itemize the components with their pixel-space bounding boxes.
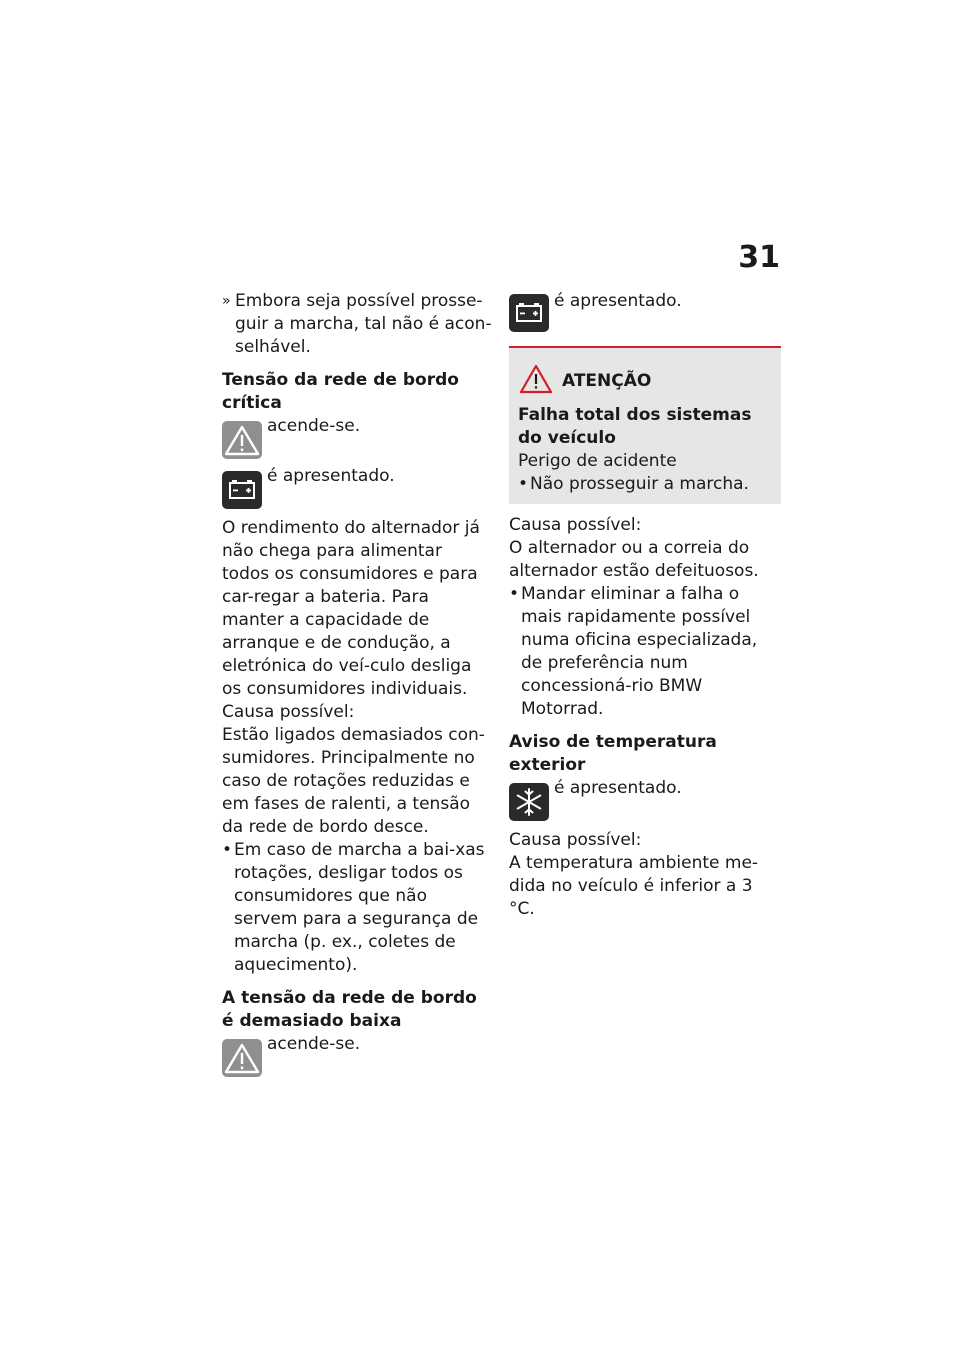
section-title-critical-voltage: Tensão da rede de bordo crítica [222, 370, 459, 413]
section-title-outside-temp: Aviso de temperatura exterior [509, 732, 717, 775]
note-item [222, 290, 494, 359]
warning-subtitle: Perigo de acidente [518, 451, 677, 471]
bullet-text: Em caso de marcha a bai-xas rotações, desligar todos os consumidores que não servem para a segurança de marcha (p. ex., coletes de aquecimento). [234, 840, 485, 975]
chevron-right-icon: » [222, 293, 231, 309]
icon-row-warning [222, 415, 494, 457]
warning-header [518, 358, 772, 404]
warning-triangle-icon [222, 1039, 262, 1077]
warning-label: ATENÇÃO [562, 371, 652, 391]
right-column [509, 290, 781, 921]
cause-text: O alternador ou a correia do alternador estão defeituosos. [509, 538, 759, 581]
cause-text: A temperatura ambiente me-dida no veículo é inferior a 3 °C. [509, 853, 759, 919]
icon-text: acende-se. [267, 416, 361, 436]
note-text: Embora seja possível prosse-guir a marcha, tal não é acon-selhável. [235, 291, 492, 357]
warning-item-text: Não prosseguir a marcha. [530, 474, 749, 494]
battery-icon [509, 294, 549, 332]
icon-row-snowflake [509, 777, 781, 819]
cause-label: Causa possível: [509, 515, 642, 535]
icon-text: acende-se. [267, 1034, 361, 1054]
battery-icon [222, 471, 262, 509]
icon-text: é apresentado. [554, 778, 682, 798]
bullet-text: Mandar eliminar a falha o mais rapidamente possível numa oficina especializada, de preferência num concessioná-rio BMW Motorrad. [521, 584, 758, 719]
page-number: 31 [738, 240, 780, 275]
warning-item [518, 473, 772, 496]
bullet-icon: • [518, 474, 529, 494]
snowflake-icon [509, 783, 549, 821]
icon-row-warning [222, 1033, 494, 1075]
bullet-item [222, 839, 494, 977]
warning-title: Falha total dos sistemas do veículo [518, 405, 752, 448]
paragraph: O rendimento do alternador já não chega para alimentar todos os consumidores e para car-regar a bateria. Para manter a capacidade de arranque e de condução, a eletrónica do veí-culo desliga os consumidores individuais. [222, 518, 480, 699]
section-title-low-voltage: A tensão da rede de bordo é demasiado baixa [222, 988, 477, 1031]
icon-row-battery [509, 290, 781, 336]
cause-label: Causa possível: [222, 702, 355, 722]
bullet-icon: • [222, 840, 233, 860]
icon-text: é apresentado. [267, 466, 395, 486]
icon-text: é apresentado. [554, 291, 682, 311]
icon-row-battery [222, 465, 494, 507]
warning-triangle-icon [222, 421, 262, 459]
warning-triangle-icon [518, 363, 554, 399]
bullet-icon: • [509, 584, 520, 604]
cause-text: Estão ligados demasiados con-sumidores. Principalmente no caso de rotações reduzidas e em fases de ralenti, a tensão da rede de bordo desce. [222, 725, 485, 837]
left-column [222, 290, 494, 1075]
warning-box [509, 346, 781, 504]
bullet-item [509, 583, 781, 721]
cause-label: Causa possível: [509, 830, 642, 850]
